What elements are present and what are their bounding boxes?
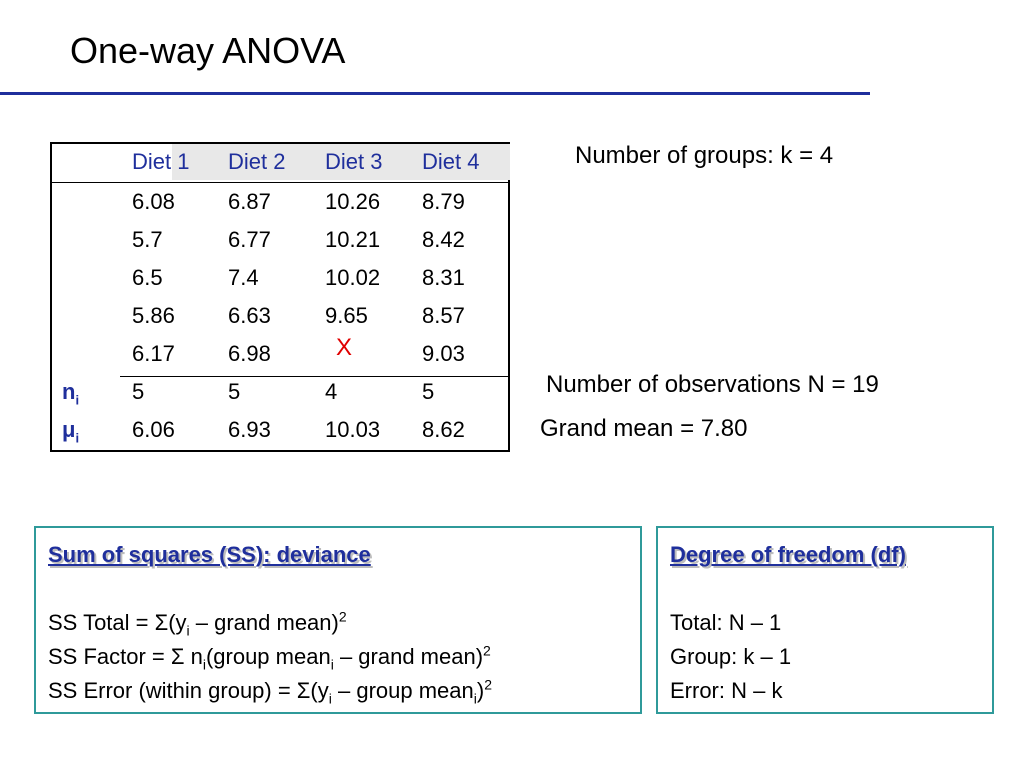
slide-title: One-way ANOVA bbox=[70, 30, 346, 71]
table-cell: 8.57 bbox=[422, 303, 465, 328]
table-cell: 6.06 bbox=[132, 417, 175, 442]
spacer bbox=[670, 572, 980, 606]
table-row bbox=[52, 260, 508, 296]
number-of-groups: Number of groups: k = 4 bbox=[575, 142, 834, 169]
table-cell: 6.77 bbox=[228, 227, 271, 252]
header-divider bbox=[52, 182, 508, 183]
table-cell: 9.03 bbox=[422, 341, 465, 366]
sample-size-row bbox=[52, 374, 508, 410]
sum-of-squares-box bbox=[34, 526, 642, 714]
table-cell: 7.4 bbox=[228, 265, 259, 290]
degree-of-freedom-box bbox=[656, 526, 994, 714]
table-cell: 5.7 bbox=[132, 227, 163, 252]
table-cell: 10.21 bbox=[325, 227, 381, 252]
table-cell: 4 bbox=[325, 379, 338, 404]
grand-mean: Grand mean = 7.80 bbox=[540, 415, 748, 442]
number-of-observations: Number of observations N = 19 bbox=[546, 371, 879, 398]
table-header-row bbox=[52, 144, 508, 180]
table-row bbox=[52, 184, 508, 220]
ss-factor-formula: SS Factor = Σ $n_i(group$ mean$_i$ – grand mean)$^2$ bbox=[48, 642, 491, 673]
table-cell: 6.98 bbox=[228, 341, 271, 366]
column-header-diet-4: Diet 4 bbox=[422, 149, 480, 174]
missing-value-mark: X bbox=[336, 334, 353, 361]
df-error: Error: N – k bbox=[670, 678, 783, 703]
n-label: $n_i$ bbox=[62, 379, 80, 408]
table-row bbox=[52, 336, 508, 372]
table-cell: 5 bbox=[422, 379, 435, 404]
table-row bbox=[52, 222, 508, 258]
table-cell: 8.62 bbox=[422, 417, 465, 442]
table-cell: 8.79 bbox=[422, 189, 465, 214]
table-cell: 9.65 bbox=[325, 303, 368, 328]
ss-total-formula: SS Total = $\Sigma(y_i$ – grand mean)$^2$ bbox=[48, 608, 347, 639]
table-cell: 8.42 bbox=[422, 227, 465, 252]
ss-box-title: Sum of squares (SS): deviance bbox=[48, 542, 371, 567]
df-group: Group: k – 1 bbox=[670, 644, 792, 669]
table-cell: 10.03 bbox=[325, 417, 381, 442]
df-box-title: Degree of freedom (df) bbox=[670, 542, 906, 567]
table-cell: 5 bbox=[228, 379, 241, 404]
df-total: Total: N – 1 bbox=[670, 610, 782, 635]
table-cell: 6.17 bbox=[132, 341, 175, 366]
table-cell: 6.5 bbox=[132, 265, 163, 290]
table-cell: 6.08 bbox=[132, 189, 175, 214]
table-cell: 10.02 bbox=[325, 265, 381, 290]
table-row bbox=[52, 298, 508, 334]
column-header-diet-3: Diet 3 bbox=[325, 149, 383, 174]
group-mean-row bbox=[52, 412, 508, 448]
column-header-diet-1: Diet 1 bbox=[132, 149, 190, 174]
ss-error-formula: SS Error (within group) = $\Sigma(y_i$ – group mean$_i$)$^2$ bbox=[48, 676, 492, 707]
mu-label: $\mu_i$ bbox=[62, 417, 80, 446]
table-cell: 10.26 bbox=[325, 189, 381, 214]
table-cell: 5 bbox=[132, 379, 145, 404]
table-cell: 6.93 bbox=[228, 417, 271, 442]
title-rule bbox=[0, 92, 870, 95]
table-cell: 6.63 bbox=[228, 303, 271, 328]
table-cell: 8.31 bbox=[422, 265, 465, 290]
table-cell: 6.87 bbox=[228, 189, 271, 214]
table-cell: 5.86 bbox=[132, 303, 175, 328]
column-header-diet-2: Diet 2 bbox=[228, 149, 286, 174]
diet-data-table bbox=[50, 142, 510, 452]
spacer bbox=[48, 572, 628, 606]
